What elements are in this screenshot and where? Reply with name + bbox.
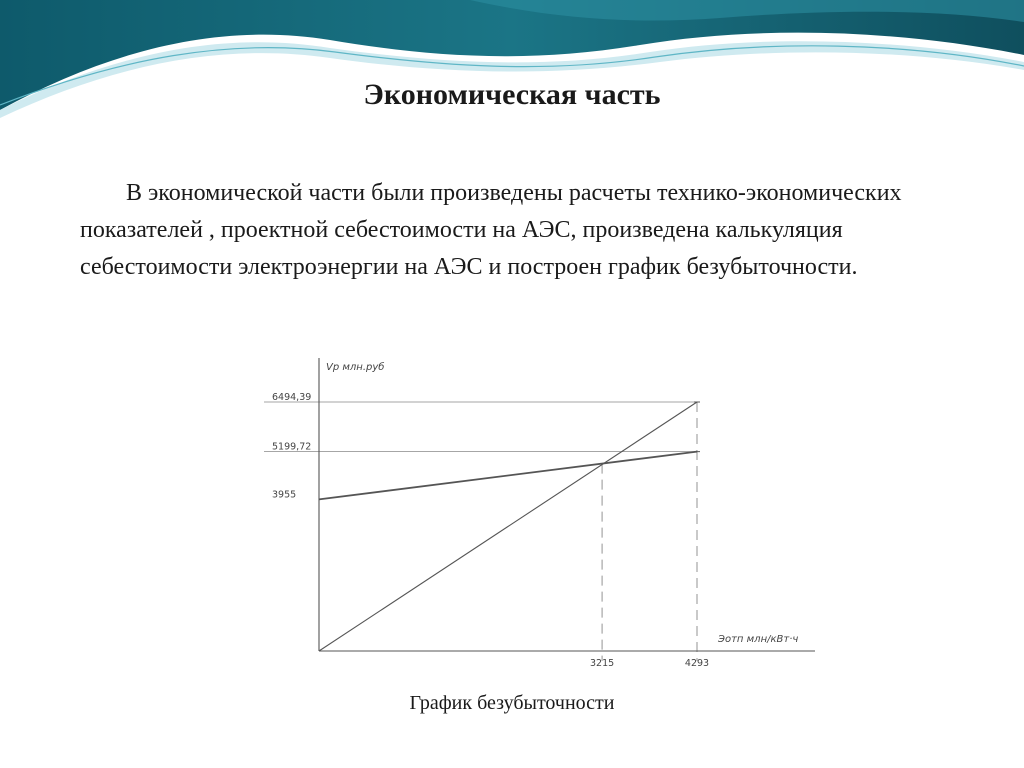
breakeven-chart xyxy=(240,320,836,676)
y-tick-label-1: 5199,72 xyxy=(272,441,312,453)
chart-labels xyxy=(272,361,798,669)
y-tick-label-0: 6494,39 xyxy=(272,392,312,403)
chart-series xyxy=(319,402,700,651)
series-line-0 xyxy=(319,402,697,651)
chart-svg xyxy=(240,320,836,676)
slide-title: Экономическая часть xyxy=(363,78,661,111)
slide-body-text: В экономической части были произведены расчеты технико-экономических показателей , проектной себестоимости на АЭС, произведена калькуляция себестоимости электроэнергии на АЭС и построен график безубыточности. xyxy=(80,180,902,280)
chart-reference-lines xyxy=(264,402,697,661)
chart-caption: График безубыточности xyxy=(409,692,615,714)
y-axis-title: Vр млн.руб xyxy=(326,362,385,373)
y-tick-label-2: 3955 xyxy=(272,489,297,501)
series-line-1 xyxy=(319,452,697,500)
x-tick-label-0: 3215 xyxy=(589,658,615,669)
x-axis-title: Эотп млн/кВт·ч xyxy=(718,634,799,645)
x-tick-label-1: 4293 xyxy=(684,658,710,669)
